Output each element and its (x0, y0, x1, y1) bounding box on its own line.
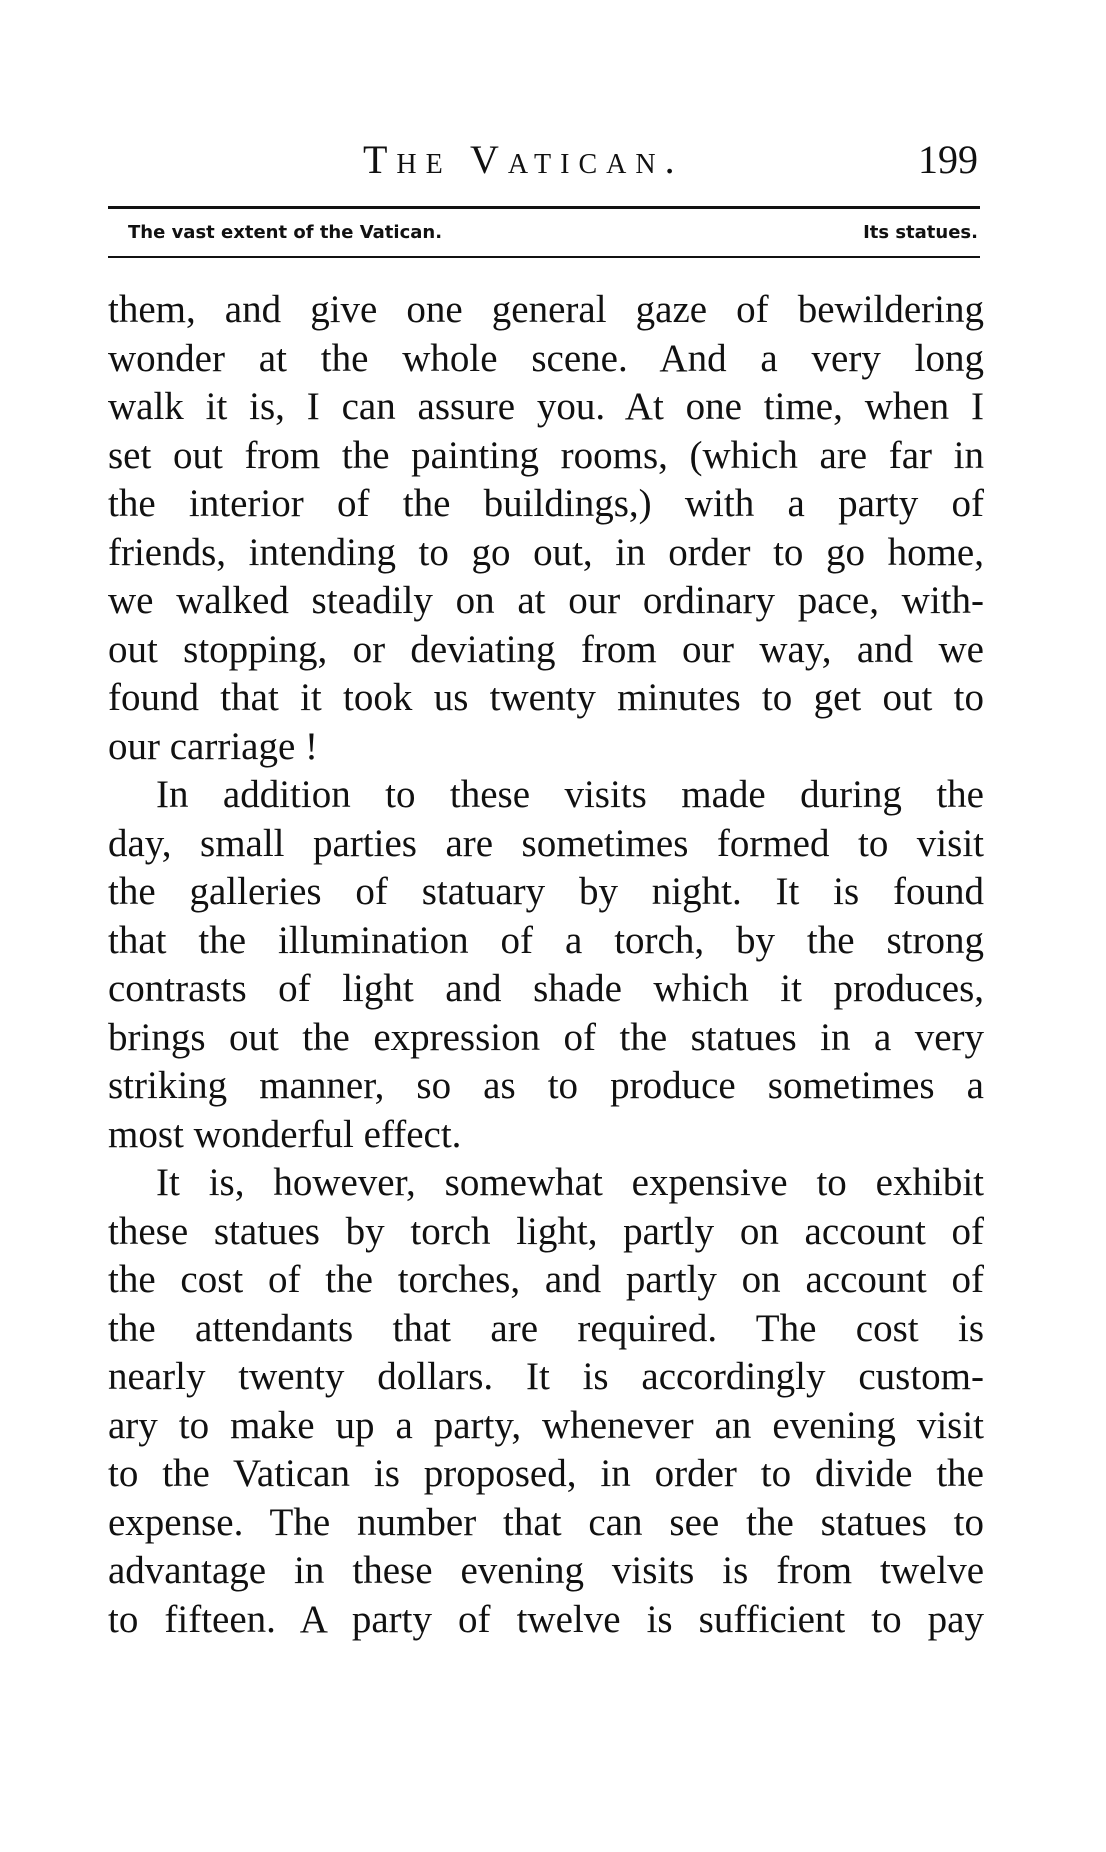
text-line: out stopping, or deviating from our way, and we (108, 627, 984, 671)
text-line: to the Vatican is proposed, in order to divide the (108, 1452, 984, 1495)
text-line: In addition to these visits made during the (156, 773, 984, 816)
text-line: our carriage ! (108, 724, 319, 768)
text-line: It is, however, somewhat expensive to exhibit (156, 1161, 984, 1204)
text-line: walk it is, I can assure you. At one time, when I (108, 385, 984, 428)
text-line: striking manner, so as to produce sometimes a (108, 1064, 984, 1107)
body-text (108, 286, 984, 1644)
text-line: we walked steadily on at our ordinary pace, with- (108, 579, 984, 622)
text-line: most wonderful effect. (108, 1112, 462, 1156)
text-line: advantage in these evening visits is from twelve (108, 1549, 984, 1592)
subhead-left: The vast extent of the Vatican. (128, 222, 443, 243)
text-line: expense. The number that can see the statues to (108, 1500, 984, 1544)
text-line: brings out the expression of the statues in a very (108, 1015, 984, 1059)
text-line: found that it took us twenty minutes to get out to (108, 676, 984, 719)
text-line: that the illumination of a torch, by the strong (108, 918, 984, 962)
text-line: the attendants that are required. The cost is (108, 1306, 984, 1350)
text-line: friends, intending to go out, in order to go home, (108, 530, 984, 574)
text-line: set out from the painting rooms, (which are far in (108, 433, 984, 477)
text-line: to fifteen. A party of twelve is sufficient to pay (108, 1597, 984, 1641)
running-title: The Vatican. (363, 137, 684, 182)
text-line: nearly twenty dollars. It is accordingly custom- (108, 1355, 984, 1398)
text-line: these statues by torch light, partly on account of (108, 1209, 984, 1253)
text-line: contrasts of light and shade which it produces, (108, 967, 984, 1010)
header-rule-bottom (108, 256, 980, 258)
subhead-right: Its statues. (863, 222, 978, 243)
text-line: the interior of the buildings,) with a party of (108, 482, 984, 525)
text-line: wonder at the whole scene. And a very long (108, 336, 984, 380)
text-line: them, and give one general gaze of bewildering (108, 288, 984, 331)
text-line: ary to make up a party, whenever an evening visit (108, 1403, 984, 1447)
page-number: 199 (918, 137, 978, 182)
text-line: the galleries of statuary by night. It is found (108, 870, 984, 913)
header-rule-top (108, 206, 980, 209)
text-line: the cost of the torches, and partly on account of (108, 1258, 984, 1301)
text-line: day, small parties are sometimes formed to visit (108, 821, 984, 865)
